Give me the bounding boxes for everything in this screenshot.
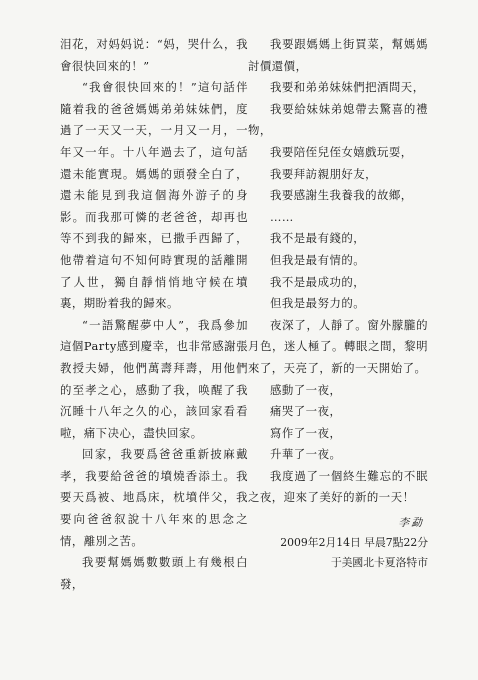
signature-place: 于美國北卡夏洛特市 — [330, 556, 428, 570]
signature-datetime: 2009年2月14日 早晨7點22分 — [280, 536, 428, 550]
paragraph: 但我是最努力的。 — [270, 296, 366, 311]
paragraph: 我要幫媽媽數數頭上有幾根白發， — [60, 555, 248, 591]
paragraph: 泪花，对妈妈说：“妈，哭什么，我會很快回來的！” — [60, 37, 248, 73]
paragraph: 我要給妹妹弟媳帶去驚喜的禮物， — [248, 101, 428, 138]
paragraph: 感動了一夜， — [270, 382, 342, 397]
paragraph: “我會很快回來的！”這句話伴隨着我的爸爸媽媽弟弟妹妹們，度過了一天又一天，一月又一月，一年又一年。十八年過去了，這句話還未能實現。媽媽的頭發全白了，還未能見到我這個海外游子的身影。而我那可憐的老爸爸，却再也等不到我的歸來，已撒手西歸了，他帶着這句不知何時實現的話離開了人世，獨自靜悄悄地守候在墳裏，期盼着我的歸來。 — [60, 80, 248, 311]
paragraph: 痛哭了一夜， — [270, 404, 342, 419]
paragraph: 回家，我要爲爸爸重新披麻戴孝，我要給爸爸的墳燒香添土。我要天爲被、地爲床，枕墳伴父，我要向爸爸叙說十八年來的思念之情，離別之苦。 — [60, 447, 248, 548]
paragraph: 我不是最成功的， — [270, 274, 366, 289]
author-name: 李勐 — [398, 516, 424, 530]
paragraph: 我要和弟弟妹妹們把酒問天， — [270, 80, 425, 95]
left-column — [60, 34, 248, 595]
right-column — [248, 34, 428, 573]
paragraph: 升華了一夜。 — [270, 447, 342, 462]
paragraph: 但我是最有情的。 — [270, 252, 366, 267]
paragraph: 我要陪侄兒侄女嬉戲玩耍， — [270, 144, 413, 159]
paragraph: …… — [270, 209, 294, 224]
paragraph: 我要拜訪親朋好友， — [270, 166, 378, 181]
paragraph: “一語驚醒夢中人”，我爲參加這個Party感到慶幸，也非常感謝張教授夫婦，他們萬壽拜壽，用他們的至孝之心，感動了我，唤醒了我沉睡十八年之久的心，該回家看看啦，痛下决心，盡快回家。 — [60, 317, 248, 440]
paragraph: 我度過了一個終生難忘的不眠之夜，迎來了美好的新的一天！ — [248, 468, 428, 505]
paragraph: 我要感謝生我養我的故鄉， — [270, 188, 413, 203]
paragraph: 寫作了一夜， — [270, 425, 342, 440]
paragraph: 我不是最有錢的， — [270, 231, 366, 246]
signature-block — [248, 513, 428, 573]
paragraph: 夜深了，人靜了。窗外朦朧的月色，迷人極了。轉眼之間，黎明來了，天亮了，新的一天開始了。 — [248, 317, 428, 375]
paragraph: 我要跟媽媽上街買菜，幫媽媽討價還價， — [248, 37, 428, 73]
